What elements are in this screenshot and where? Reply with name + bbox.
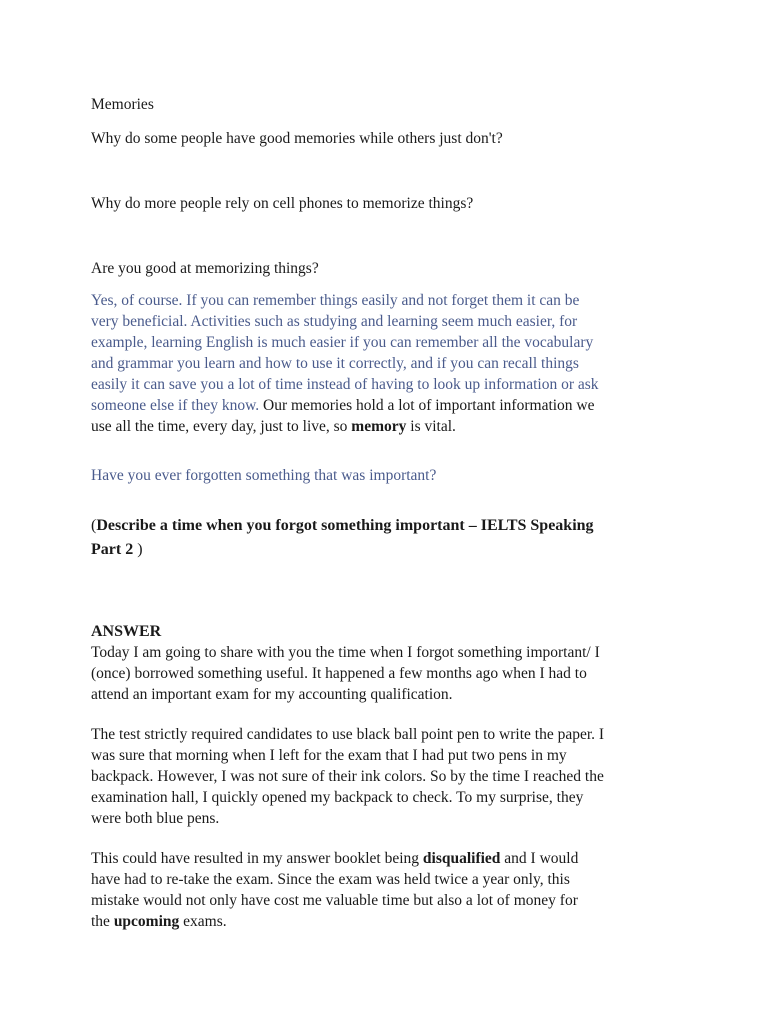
keyword-upcoming: upcoming (113, 913, 180, 930)
answer-text-black: Our memories hold a lot of important information we (259, 397, 595, 414)
answer-line: and grammar you learn and how to use it correctly, and if you can recall things (91, 355, 579, 372)
close-paren: ) (137, 541, 143, 558)
paragraph-line (91, 848, 578, 869)
cue-line (91, 539, 143, 560)
paragraph-line (91, 911, 227, 932)
paragraph-text: the (91, 913, 114, 930)
answer-text-blue: someone else if they know. (91, 397, 260, 414)
paragraph-line: (once) borrowed something useful. It happened a few months ago when I had to (91, 665, 587, 682)
answer-keyword-memory: memory (351, 418, 407, 435)
answer-line: easily it can save you a lot of time instead of having to look up information or ask (91, 376, 599, 393)
answer-line (91, 416, 456, 437)
paragraph-text: exams. (179, 913, 227, 930)
question-cell-phones: Why do more people rely on cell phones to memorize things? (91, 195, 474, 212)
cue-text: Describe a time when you forgot something important – IELTS Speaking (96, 517, 594, 534)
paragraph-line: backpack. However, I was not sure of their ink colors. So by the time I reached the (91, 768, 604, 785)
answer-heading: ANSWER (91, 623, 162, 640)
paragraph-line: Today I am going to share with you the time when I forgot something important/ I (91, 644, 600, 661)
answer-line: very beneficial. Activities such as studying and learning seem much easier, for (91, 313, 578, 330)
answer-text: is vital. (406, 418, 456, 435)
question-forgotten: Have you ever forgotten something that was important? (91, 467, 437, 484)
question-good-memories: Why do some people have good memories while others just don't? (91, 130, 503, 147)
question-memorizing: Are you good at memorizing things? (91, 260, 319, 277)
paragraph-line: mistake would not only have cost me valuable time but also a lot of money for (91, 892, 578, 909)
paragraph-line: examination hall, I quickly opened my backpack to check. To my surprise, they (91, 789, 584, 806)
paragraph-line: have had to re-take the exam. Since the exam was held twice a year only, this (91, 871, 570, 888)
keyword-disqualified: disqualified (422, 850, 501, 867)
paragraph-line: The test strictly required candidates to use black ball point pen to write the paper. I (91, 726, 605, 743)
answer-line: Yes, of course. If you can remember things easily and not forget them it can be (91, 292, 580, 309)
paragraph-line: were both blue pens. (91, 810, 220, 827)
paragraph-text: This could have resulted in my answer booklet being (91, 850, 423, 867)
document-title: Memories (91, 96, 154, 113)
answer-text: use all the time, every day, just to live, so (91, 418, 352, 435)
answer-line (91, 395, 595, 416)
cue-text: Part 2 (91, 541, 138, 558)
paragraph-line: was sure that morning when I left for the exam that I had put two pens in my (91, 747, 567, 764)
answer-line: example, learning English is much easier if you can remember all the vocabulary (91, 334, 594, 351)
cue-line (91, 515, 594, 536)
paragraph-text: and I would (500, 850, 579, 867)
paragraph-line: attend an important exam for my accounting qualification. (91, 686, 453, 703)
open-paren: ( (91, 517, 97, 534)
